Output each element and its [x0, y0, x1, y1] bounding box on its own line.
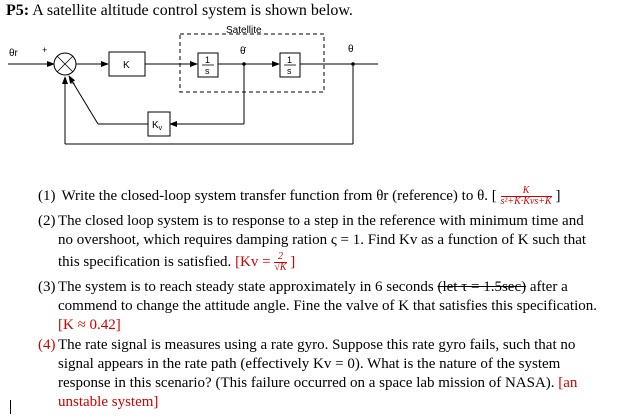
question-2-answer: [Kv = $\frac{2}{√K}$ ]: [235, 251, 296, 273]
problem-label: P5:: [6, 2, 30, 19]
question-1-answer: $\frac{K}{\text{s²+K·Kvs+K}}$: [500, 185, 552, 207]
struck-text: (let τ = 1.5sec): [437, 279, 527, 295]
question-1: (1) Write the closed-loop system transfer function from θr (reference) to θ. [ $\frac{K}{\text{s²+K·Kvs+K}}$ ]: [38, 185, 561, 207]
question-3-answer: [K ≈ 0.42]: [58, 317, 121, 333]
rate-label: θ̇: [240, 46, 246, 57]
input-label: θr: [9, 48, 18, 59]
question-4: (4) The rate signal is measures using a rate gyro. Suppose this rate gyro fails, such that no signal appears in the rate path (effectively Kv = 0). What is the nature of the system response in this scenario? (This failure occurred on a space lab mission of NASA). [an unstable system]: [38, 336, 630, 412]
integrator2-den: s: [287, 66, 292, 76]
block-diagram: [8, 20, 634, 163]
problem-statement: A satellite altitude control system is shown below.: [32, 2, 353, 19]
question-2: (2) The closed loop system is to response to a step in the reference with minimum time and no overshoot, which requires damping ration ς = 1. Find Kv as a function of K such that this specification is satisfied. [Kv = $\frac{2}{√K}$ ]: [38, 213, 587, 273]
minus-sign: −: [70, 78, 76, 88]
question-2-number: (2): [38, 213, 56, 229]
gain-block-label: K: [123, 60, 130, 71]
integrator1-num: 1: [205, 55, 211, 65]
integrator2-num: 1: [287, 55, 293, 65]
integrator1-den: s: [205, 66, 210, 76]
output-label: θ: [348, 44, 354, 55]
question-4-answer-a: [an: [558, 375, 578, 391]
plus-sign: +: [42, 45, 48, 55]
satellite-label: Satellite: [226, 25, 262, 36]
text-cursor: [10, 400, 11, 414]
question-3: (3) The system is to reach steady state approximately in 6 seconds (let τ = 1.5sec) after a commend to change the attitude angle. Fine the valve of K that satisfies this specification. [K ≈ 0.42]: [38, 278, 630, 335]
question-1-text: Write the closed-loop system transfer function from θr (reference) to θ. [: [61, 187, 497, 204]
question-3-number: (3): [38, 279, 56, 295]
question-1-number: (1): [38, 187, 56, 204]
problem-title: [6, 2, 353, 20]
question-4-answer-b: unstable system]: [58, 394, 159, 410]
question-4-number: (4): [38, 337, 56, 353]
rate-gain-label: $K_v$: [152, 120, 163, 132]
